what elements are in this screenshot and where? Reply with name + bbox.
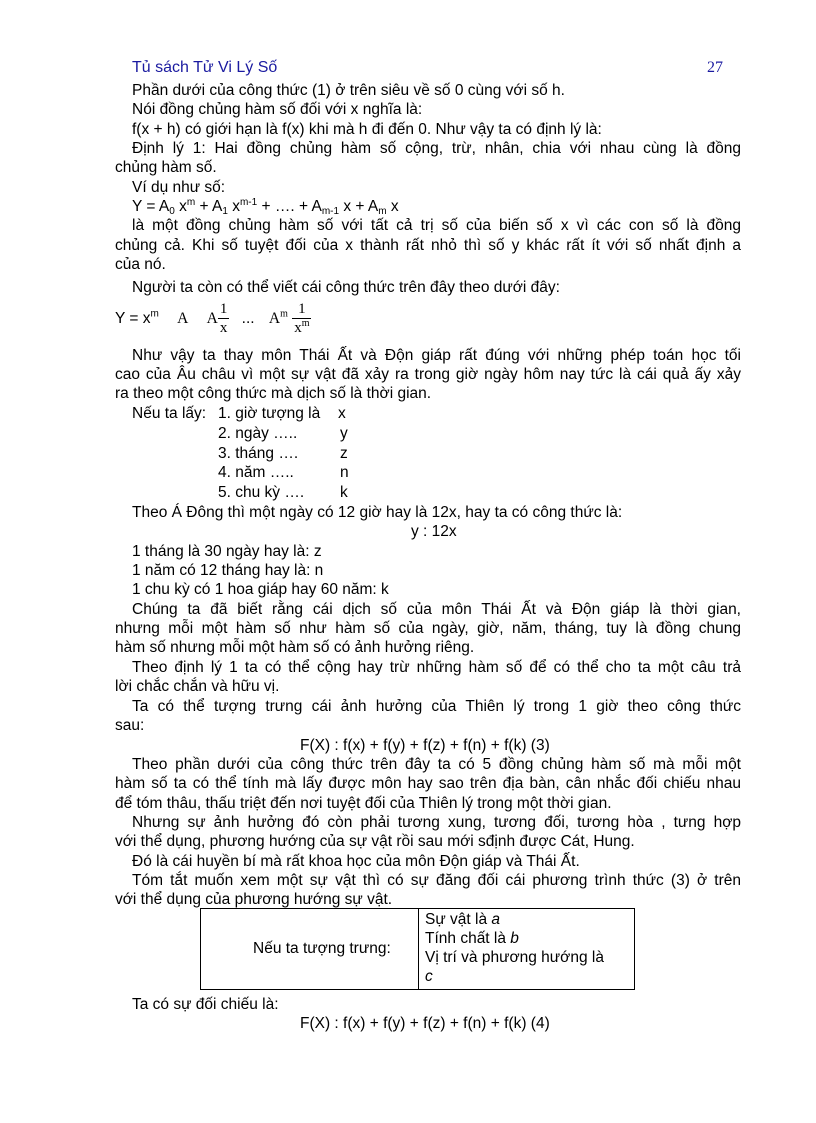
paragraph-line: 1 chu kỳ có 1 hoa giáp hay 60 năm: k (132, 581, 389, 598)
paragraph-line: Nói đồng chủng hàm số đối với x nghĩa là: (132, 101, 423, 118)
list-item-label: 3. tháng …. (218, 445, 299, 462)
list-item-var: y (340, 425, 348, 442)
paragraph-line: Tóm tắt muốn xem một sự vật thì có sự đăng đối cái phương trình thức (3) ở trên (132, 872, 741, 889)
symbol-table (200, 908, 635, 990)
table-left-label: Nếu ta tượng trưng: (253, 940, 391, 957)
table-left-cell (201, 909, 419, 989)
paragraph-line: với thể dụng của phương hướng sự vật. (115, 891, 393, 908)
fraction-formula: $Y = x^m$ A A $\frac{1}{x}$ ... $A^m$ $\frac{1}{x^m}$ (115, 301, 310, 336)
paragraph-line: f(x + h) có giới hạn là f(x) khi mà h đi đến 0. Như vậy ta có định lý là: (132, 121, 602, 138)
formula-3: F(X) : f(x) + f(y) + f(z) + f(n) + f(k) (3) (300, 737, 550, 754)
paragraph-line: nhưng mỗi một hàm số như hàm số của ngày, giờ, năm, tháng, tuy là đồng chung (115, 620, 741, 637)
formula-4: F(X) : f(x) + f(y) + f(z) + f(n) + f(k) (4) (300, 1015, 550, 1032)
paragraph-line: Như vậy ta thay môn Thái Ất và Độn giáp rất đúng với những phép toán học tối (132, 347, 741, 364)
paragraph-line: Chúng ta đã biết rằng cái dịch số của môn Thái Ất và Độn giáp là thời gian, (132, 601, 741, 618)
paragraph-line: Ví dụ như số: (132, 179, 226, 196)
paragraph-line: cao của Âu châu vì một sự vật đã xảy ra trong giờ ngày hôm nay tức là cái quả ấy xảy (115, 366, 741, 383)
polynomial-formula: $Y = A_0$ $x^m + A_1$ $x^{m-1}$ + …. + $A_{m-1}$ $x + A_m$ x (132, 197, 399, 217)
paragraph-line: là một đồng chủng hàm số với tất cả trị số của biến số x vì các con số là đồng (132, 217, 741, 234)
theorem-line: chủng hàm số. (115, 159, 217, 176)
table-row: Sự vật là a (425, 911, 500, 928)
paragraph-line: lời chắc chắn và hữu vị. (115, 678, 280, 695)
paragraph-line: ra theo một công thức mà dịch số là thời gian. (115, 385, 432, 402)
paragraph-line: sau: (115, 717, 145, 734)
paragraph-line: để tóm thâu, thấu triệt đến nơi tuyệt đối của Thiên lý trong một thời gian. (115, 795, 612, 812)
list-item-label: 1. giờ tượng là (218, 405, 321, 422)
paragraph-line: Theo phần dưới của công thức trên đây ta có 5 đồng chủng hàm số mà mỗi một (132, 756, 741, 773)
list-item-var: z (340, 445, 348, 462)
centered-formula: y : 12x (411, 523, 457, 540)
paragraph-line: Phần dưới của công thức (1) ở trên siêu về số 0 cùng với số h. (132, 82, 565, 99)
list-item-label: 2. ngày ….. (218, 425, 298, 442)
paragraph-line: 1 năm có 12 tháng hay là: n (132, 562, 324, 579)
running-header-title: Tủ sách Tử Vi Lý Số (132, 59, 278, 76)
paragraph-line: 1 tháng là 30 ngày hay là: z (132, 543, 322, 560)
table-row: c (425, 968, 433, 985)
list-item-label: 5. chu kỳ …. (218, 484, 305, 501)
table-row: Tính chất là b (425, 930, 519, 947)
list-item-var: x (338, 405, 346, 422)
page-number: 27 (707, 59, 723, 76)
list-item-var: n (340, 464, 349, 481)
list-item-label: 4. năm ….. (218, 464, 294, 481)
fraction-one-over-x-power-m: $\frac{1}{x^m}$ (294, 301, 310, 336)
paragraph-line: Ta có sự đối chiếu là: (132, 996, 279, 1013)
paragraph-line: Ta có thể tượng trưng cái ảnh hưởng của Thiên lý trong 1 giờ theo công thức (132, 698, 741, 715)
paragraph-line: với thể dụng, phương hướng của sự vật rồi sau mới sđịnh được Cát, Hung. (115, 833, 635, 850)
list-item-var: k (340, 484, 348, 501)
paragraph-line: hàm số nhưng mỗi một hàm số có ảnh hưởng riêng. (115, 639, 475, 656)
paragraph-line: Người ta còn có thể viết cái công thức trên đây theo dưới đây: (132, 279, 560, 296)
list-intro: Nếu ta lấy: (132, 405, 207, 422)
paragraph-line: Nhưng sự ảnh hưởng đó còn phải tương xung, tương đối, tương hòa , tưng hợp (132, 814, 741, 831)
paragraph-line: của nó. (115, 256, 166, 273)
paragraph-line: chủng cả. Khi số tuyệt đối của x thành rất nhỏ thì số y khác rất ít với số nhất định a (115, 237, 741, 254)
paragraph-line: Đó là cái huyền bí mà rất khoa học của môn Độn giáp và Thái Ất. (132, 853, 580, 870)
table-right-cell (425, 910, 604, 986)
paragraph-line: Theo Á Đông thì một ngày có 12 giờ hay là 12x, hay ta có công thức là: (132, 504, 623, 521)
paragraph-line: Theo định lý 1 ta có thể cộng hay trừ những hàm số để có thể cho ta một câu trả (132, 659, 741, 676)
theorem-line: Định lý 1: Hai đồng chủng hàm số cộng, trừ, nhân, chia với nhau cùng là đồng (132, 140, 741, 157)
table-row: Vị trí và phương hướng là (425, 949, 604, 966)
paragraph-line: hàm số ta có thể tính mà lấy được môn hay sao trên địa bàn, cân nhắc đối chiếu nhau (115, 775, 741, 792)
fraction-one-over-x: $\frac{1}{x}$ (219, 301, 228, 336)
